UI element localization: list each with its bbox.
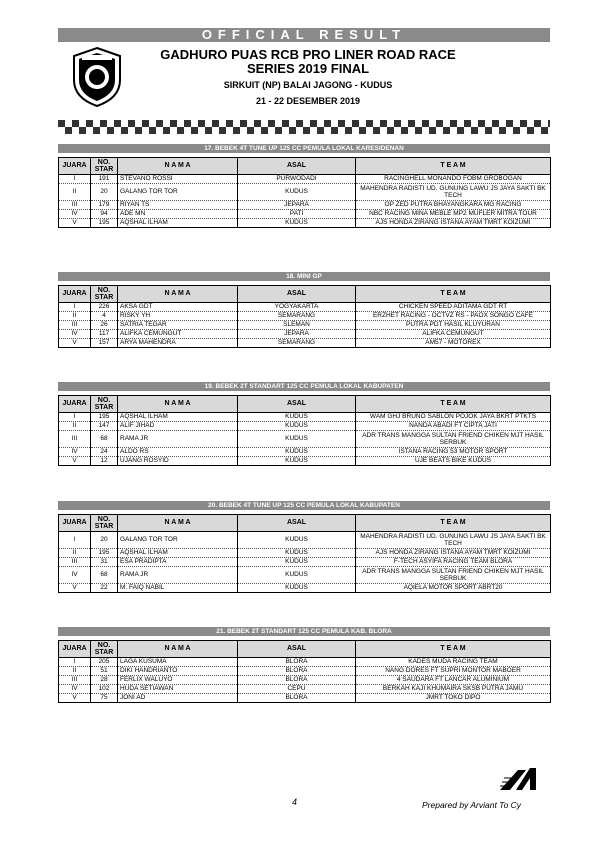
results-table bbox=[58, 157, 551, 228]
race-number-cell: 22 bbox=[91, 584, 118, 593]
rank-cell: I bbox=[59, 303, 91, 312]
race-number-cell: 179 bbox=[91, 201, 118, 210]
rider-name-cell: RAMA JR bbox=[118, 431, 238, 448]
origin-cell: KUDUS bbox=[238, 457, 356, 466]
race-number-cell: 195 bbox=[91, 219, 118, 228]
race-number-cell: 102 bbox=[91, 685, 118, 694]
race-number-cell: 12 bbox=[91, 457, 118, 466]
race-number-cell: 117 bbox=[91, 330, 118, 339]
table-row bbox=[59, 431, 551, 448]
result-section bbox=[58, 272, 550, 348]
table-row bbox=[59, 549, 551, 558]
race-number-cell: 205 bbox=[91, 658, 118, 667]
race-number-cell: 4 bbox=[91, 312, 118, 321]
col-asal-header: ASAL bbox=[238, 286, 356, 303]
col-asal-header: ASAL bbox=[238, 515, 356, 532]
rider-name-cell: FERLIX WALUYO bbox=[118, 676, 238, 685]
origin-cell: KUDUS bbox=[238, 431, 356, 448]
rider-name-cell: ALIF JIHAD bbox=[118, 422, 238, 431]
official-result-banner: OFFICIAL RESULT bbox=[58, 28, 550, 42]
team-cell: NBC RACING MINA MEBLE MP2 MUFLER MITRA TOUR bbox=[356, 210, 551, 219]
table-row bbox=[59, 667, 551, 676]
team-cell: AJS HONDA ZIRANG ISTANA AYAM TMRT KOIZUMI bbox=[356, 219, 551, 228]
results-table bbox=[58, 640, 551, 703]
jawa-tengah-logo bbox=[70, 46, 124, 108]
rank-cell: II bbox=[59, 549, 91, 558]
team-cell: WAM GHJ BRUNO SABLON POJOK JAYA BKRT PTKTS bbox=[356, 413, 551, 422]
rank-cell: II bbox=[59, 667, 91, 676]
col-team-header: T E A M bbox=[356, 158, 551, 175]
rank-cell: V bbox=[59, 219, 91, 228]
section-title: 17. BEBEK 4T TUNE UP 125 CC PEMULA LOKAL KARESIDENAN bbox=[58, 144, 550, 153]
rank-cell: III bbox=[59, 676, 91, 685]
team-cell: MAHENDRA RADISTI UD. GUNUNG LAWU JS JAYA SAKTI BK TECH bbox=[356, 184, 551, 201]
origin-cell: KUDUS bbox=[238, 567, 356, 584]
team-cell: ADR TRANS MANGGA SULTAN FRIEND CHIKEN MJT HASIL SERBUK bbox=[356, 431, 551, 448]
origin-cell: KUDUS bbox=[238, 448, 356, 457]
race-number-cell: 195 bbox=[91, 413, 118, 422]
col-team-header: T E A M bbox=[356, 515, 551, 532]
table-row bbox=[59, 321, 551, 330]
origin-cell: CEPU bbox=[238, 685, 356, 694]
race-number-cell: 226 bbox=[91, 303, 118, 312]
col-nama-header: N A M A bbox=[118, 515, 238, 532]
table-row bbox=[59, 584, 551, 593]
origin-cell: BLORA bbox=[238, 676, 356, 685]
team-cell: PUTRA PDT HASIL KLUYURAN bbox=[356, 321, 551, 330]
team-cell: UJE BEATS BIKE KUDUS bbox=[356, 457, 551, 466]
team-cell: NANG DORES FT SUPRI MONTOR MABOER bbox=[356, 667, 551, 676]
race-number-cell: 20 bbox=[91, 184, 118, 201]
table-row bbox=[59, 201, 551, 210]
page-number: 4 bbox=[292, 797, 298, 807]
rider-name-cell: AQSHAL ILHAM bbox=[118, 413, 238, 422]
col-no-star-header: NO. STAR bbox=[91, 515, 118, 532]
team-cell: ISTANA RACING 53 MOTOR SPORT bbox=[356, 448, 551, 457]
race-number-cell: 51 bbox=[91, 667, 118, 676]
race-number-cell: 94 bbox=[91, 210, 118, 219]
origin-cell: PATI bbox=[238, 210, 356, 219]
table-row bbox=[59, 175, 551, 184]
rider-name-cell: ALDO RS bbox=[118, 448, 238, 457]
table-row bbox=[59, 210, 551, 219]
rider-name-cell: AQSHAL ILHAM bbox=[118, 219, 238, 228]
rider-name-cell: HUDA SETIAWAN bbox=[118, 685, 238, 694]
rank-cell: V bbox=[59, 339, 91, 348]
col-juara-header: JUARA bbox=[59, 158, 91, 175]
section-title: 19. BEBEK 2T STANDART 125 CC PEMULA LOKAL KABUPATEN bbox=[58, 382, 550, 391]
team-cell: CHICKEN SPEED ADITAMA GDT RT bbox=[356, 303, 551, 312]
section-title: 20. BEBEK 4T TUNE UP 125 CC PEMULA LOKAL KABUPATEN bbox=[58, 501, 550, 510]
table-row bbox=[59, 339, 551, 348]
section-title: 21. BEBEK 2T STANDART 125 CC PEMULA KAB. BLORA bbox=[58, 627, 550, 636]
col-no-star-header: NO. STAR bbox=[91, 396, 118, 413]
origin-cell: SLEMAN bbox=[238, 321, 356, 330]
table-row bbox=[59, 312, 551, 321]
team-cell: AM57 - MOTOREX bbox=[356, 339, 551, 348]
col-nama-header: N A M A bbox=[118, 286, 238, 303]
col-juara-header: JUARA bbox=[59, 396, 91, 413]
rider-name-cell: AKSA GDT bbox=[118, 303, 238, 312]
origin-cell: KUDUS bbox=[238, 558, 356, 567]
col-asal-header: ASAL bbox=[238, 396, 356, 413]
result-section bbox=[58, 627, 550, 703]
rank-cell: IV bbox=[59, 448, 91, 457]
result-section bbox=[58, 501, 550, 593]
race-number-cell: 68 bbox=[91, 567, 118, 584]
table-row bbox=[59, 422, 551, 431]
team-cell: KADES MUDA RACING TEAM bbox=[356, 658, 551, 667]
origin-cell: SEMARANG bbox=[238, 312, 356, 321]
team-cell: RACINGHELL MONANDO FOBM GROBOGAN bbox=[356, 175, 551, 184]
origin-cell: BLORA bbox=[238, 694, 356, 703]
origin-cell: KUDUS bbox=[238, 219, 356, 228]
origin-cell: JEPARA bbox=[238, 330, 356, 339]
rank-cell: II bbox=[59, 312, 91, 321]
checkered-flag-strip bbox=[58, 120, 550, 134]
race-number-cell: 157 bbox=[91, 339, 118, 348]
col-asal-header: ASAL bbox=[238, 641, 356, 658]
table-row bbox=[59, 330, 551, 339]
origin-cell: SEMARANG bbox=[238, 339, 356, 348]
rank-cell: V bbox=[59, 584, 91, 593]
origin-cell: KUDUS bbox=[238, 413, 356, 422]
origin-cell: KUDUS bbox=[238, 549, 356, 558]
origin-cell: KUDUS bbox=[238, 584, 356, 593]
origin-cell: BLORA bbox=[238, 667, 356, 676]
col-no-star-header: NO. STAR bbox=[91, 158, 118, 175]
section-title: 18. MINI GP bbox=[58, 272, 550, 281]
table-row bbox=[59, 448, 551, 457]
rider-name-cell: GALANG TOR TOR bbox=[118, 184, 238, 201]
rider-name-cell: ESA PRADIPTA bbox=[118, 558, 238, 567]
team-cell: AJS HONDA ZIRANG ISTANA AYAM TMRT KOIZUMI bbox=[356, 549, 551, 558]
result-section bbox=[58, 144, 550, 228]
origin-cell: KUDUS bbox=[238, 184, 356, 201]
table-row bbox=[59, 567, 551, 584]
table-row bbox=[59, 532, 551, 549]
table-row bbox=[59, 676, 551, 685]
results-table bbox=[58, 395, 551, 466]
event-title-block bbox=[140, 48, 476, 106]
table-row bbox=[59, 685, 551, 694]
team-cell: NANDA ABADI FT CIPTA JATI bbox=[356, 422, 551, 431]
rider-name-cell: RIYAN TS bbox=[118, 201, 238, 210]
race-number-cell: 147 bbox=[91, 422, 118, 431]
race-number-cell: 68 bbox=[91, 431, 118, 448]
table-row bbox=[59, 219, 551, 228]
col-nama-header: N A M A bbox=[118, 158, 238, 175]
rider-name-cell: LAGA KUSUMA bbox=[118, 658, 238, 667]
table-row bbox=[59, 457, 551, 466]
race-number-cell: 28 bbox=[91, 676, 118, 685]
rank-cell: III bbox=[59, 558, 91, 567]
team-cell: ERZHET RACING - OCTVZ RS - PAOX SONGO CAFÈ bbox=[356, 312, 551, 321]
rider-name-cell: ADE MN bbox=[118, 210, 238, 219]
col-asal-header: ASAL bbox=[238, 158, 356, 175]
prepared-by-credit: Prepared by Arviant To Cy bbox=[422, 800, 522, 810]
team-cell: OP ZED PUTRA BHAYANGKARA MG RACING bbox=[356, 201, 551, 210]
team-cell: F-TECH ASYIFA RACING TEAM BLORA bbox=[356, 558, 551, 567]
rank-cell: I bbox=[59, 413, 91, 422]
rider-name-cell: M. FAIQ NABIL bbox=[118, 584, 238, 593]
rank-cell: IV bbox=[59, 330, 91, 339]
col-no-star-header: NO. STAR bbox=[91, 641, 118, 658]
col-team-header: T E A M bbox=[356, 641, 551, 658]
col-juara-header: JUARA bbox=[59, 641, 91, 658]
rank-cell: V bbox=[59, 694, 91, 703]
table-row bbox=[59, 303, 551, 312]
arviant-logo bbox=[496, 764, 546, 794]
team-cell: JMRT TOKO DIPO bbox=[356, 694, 551, 703]
rank-cell: I bbox=[59, 658, 91, 667]
col-team-header: T E A M bbox=[356, 286, 551, 303]
race-number-cell: 20 bbox=[91, 532, 118, 549]
rider-name-cell: GALANG TOR TOR bbox=[118, 532, 238, 549]
event-date: 21 - 22 DESEMBER 2019 bbox=[255, 96, 361, 106]
col-team-header: T E A M bbox=[356, 396, 551, 413]
table-row bbox=[59, 694, 551, 703]
origin-cell: JEPARA bbox=[238, 201, 356, 210]
origin-cell: BLORA bbox=[238, 658, 356, 667]
team-cell: ADR TRANS MANGGA SULTAN FRIEND CHIKEN MJT HASIL SERBUK bbox=[356, 567, 551, 584]
rider-name-cell: AQSHAL ILHAM bbox=[118, 549, 238, 558]
table-row bbox=[59, 184, 551, 201]
rider-name-cell: SATRIA TEGAR bbox=[118, 321, 238, 330]
rider-name-cell: DIKI HANDRIANTO bbox=[118, 667, 238, 676]
race-number-cell: 195 bbox=[91, 549, 118, 558]
team-cell: AQIELA MOTOR SPORT ABRT20 bbox=[356, 584, 551, 593]
rider-name-cell: ARYA MAHENDRA bbox=[118, 339, 238, 348]
origin-cell: YOGYAKARTA bbox=[238, 303, 356, 312]
rank-cell: V bbox=[59, 457, 91, 466]
rank-cell: III bbox=[59, 431, 91, 448]
team-cell: 4 SAUDARA FT LANCAR ALUMINIUM bbox=[356, 676, 551, 685]
race-number-cell: 26 bbox=[91, 321, 118, 330]
col-juara-header: JUARA bbox=[59, 286, 91, 303]
rank-cell: IV bbox=[59, 210, 91, 219]
event-title-line2: SERIES 2019 FINAL bbox=[246, 61, 370, 76]
rank-cell: IV bbox=[59, 567, 91, 584]
race-number-cell: 31 bbox=[91, 558, 118, 567]
table-row bbox=[59, 558, 551, 567]
rider-name-cell: RAMA JR bbox=[118, 567, 238, 584]
rider-name-cell: ALIFKA CEMUNGUT bbox=[118, 330, 238, 339]
results-table bbox=[58, 285, 551, 348]
race-number-cell: 191 bbox=[91, 175, 118, 184]
rank-cell: III bbox=[59, 321, 91, 330]
rider-name-cell: RISKY YH bbox=[118, 312, 238, 321]
rank-cell: IV bbox=[59, 685, 91, 694]
rank-cell: I bbox=[59, 532, 91, 549]
rider-name-cell: UJANG ROSYID bbox=[118, 457, 238, 466]
col-nama-header: N A M A bbox=[118, 641, 238, 658]
results-table bbox=[58, 514, 551, 593]
rider-name-cell: JONI AD bbox=[118, 694, 238, 703]
origin-cell: PURWODADI bbox=[238, 175, 356, 184]
team-cell: BERKAH KAJI KHUMAIRA SKSB PUTRA JAMU bbox=[356, 685, 551, 694]
rider-name-cell: STEVANO ROSSI bbox=[118, 175, 238, 184]
rank-cell: I bbox=[59, 175, 91, 184]
race-number-cell: 75 bbox=[91, 694, 118, 703]
table-row bbox=[59, 658, 551, 667]
col-no-star-header: NO. STAR bbox=[91, 286, 118, 303]
origin-cell: KUDUS bbox=[238, 422, 356, 431]
team-cell: MAHENDRA RADISTI UD. GUNUNG LAWU JS JAYA SAKTI BK TECH bbox=[356, 532, 551, 549]
table-row bbox=[59, 413, 551, 422]
rank-cell: III bbox=[59, 201, 91, 210]
event-title-line1: GADHURO PUAS RCB PRO LINER ROAD RACE bbox=[160, 47, 456, 62]
event-venue: SIRKUIT (NP) BALAI JAGONG - KUDUS bbox=[223, 80, 393, 90]
origin-cell: KUDUS bbox=[238, 532, 356, 549]
result-section bbox=[58, 382, 550, 466]
race-number-cell: 24 bbox=[91, 448, 118, 457]
rank-cell: II bbox=[59, 184, 91, 201]
col-nama-header: N A M A bbox=[118, 396, 238, 413]
rank-cell: II bbox=[59, 422, 91, 431]
team-cell: ALIFKA CEMUNGUT bbox=[356, 330, 551, 339]
col-juara-header: JUARA bbox=[59, 515, 91, 532]
